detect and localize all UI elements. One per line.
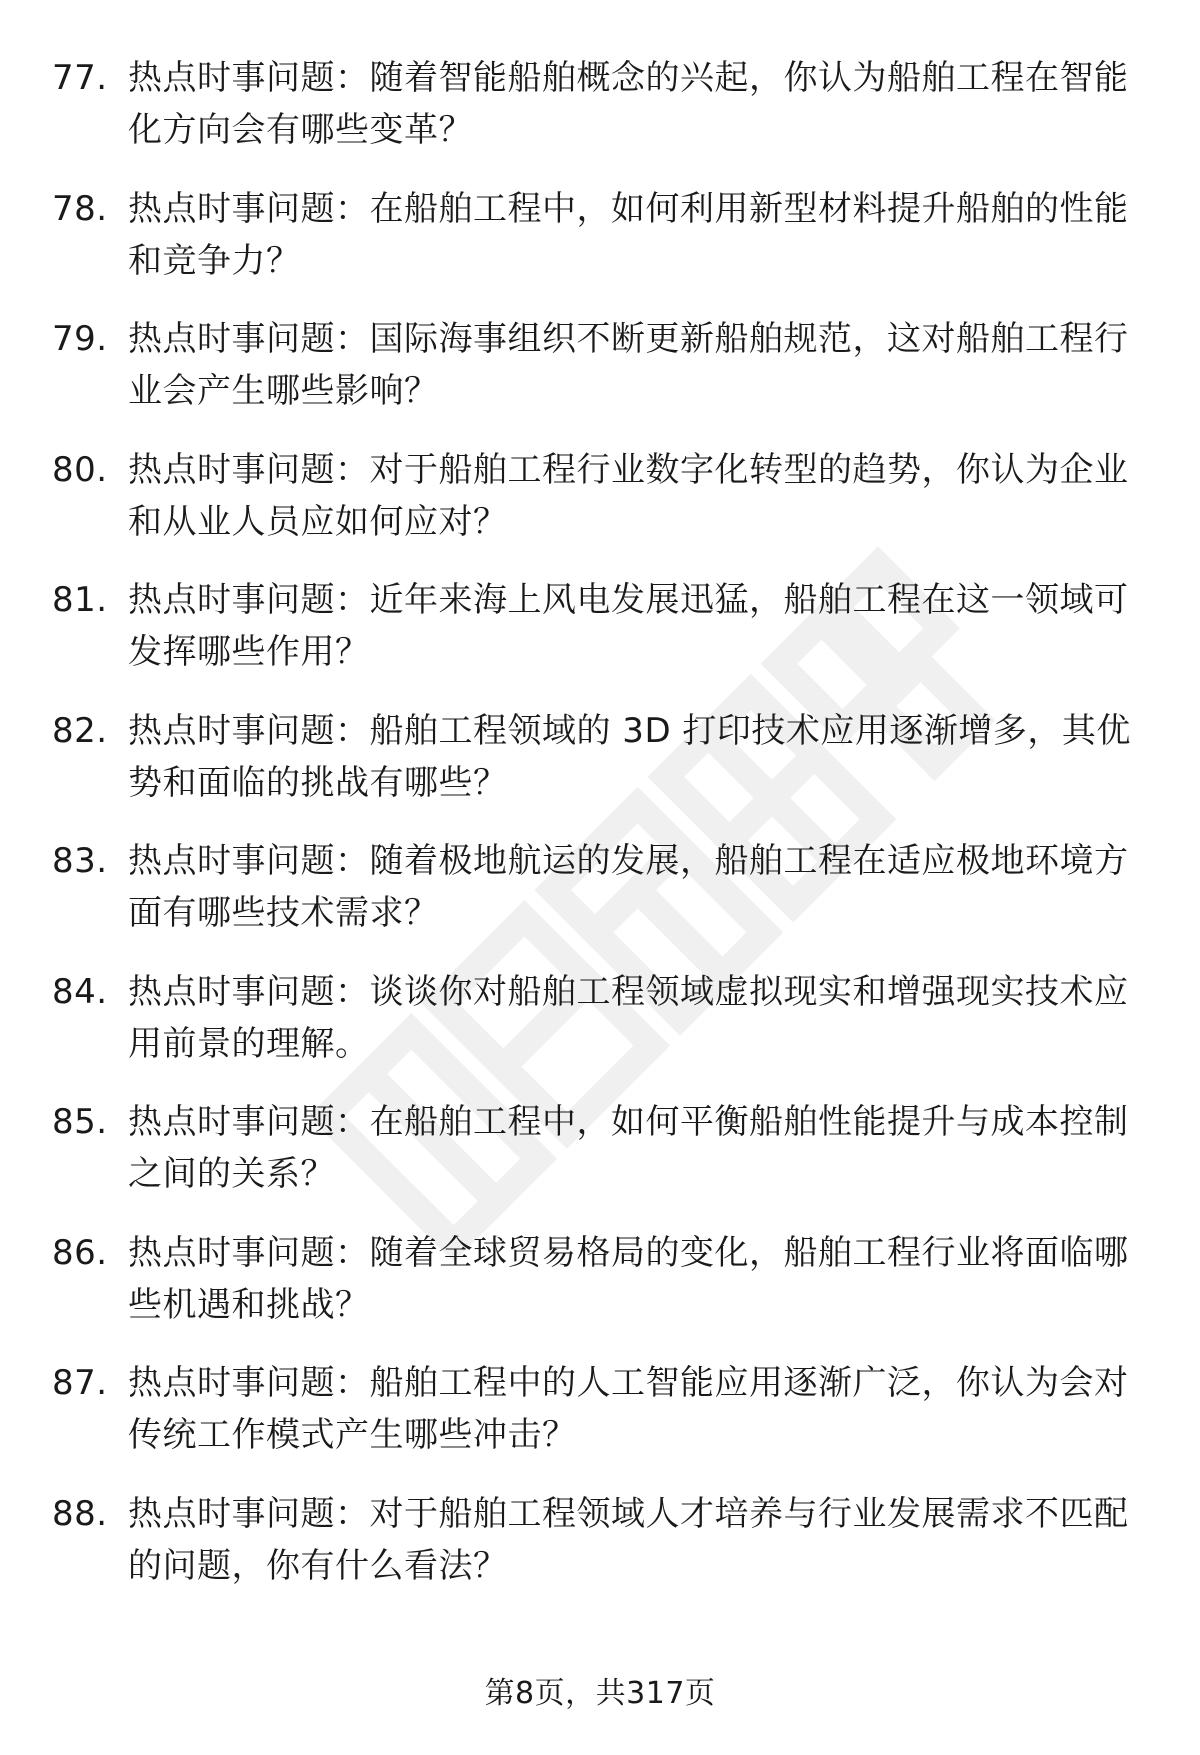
question-text: 热点时事问题：随着全球贸易格局的变化，船舶工程行业将面临哪些机遇和挑战？ <box>128 1232 1129 1325</box>
list-item <box>0 835 1200 966</box>
question-number: 78. <box>52 188 108 229</box>
list-item <box>0 1357 1200 1488</box>
question-number: 82. <box>52 710 108 751</box>
question-text: 热点时事问题：在船舶工程中，如何利用新型材料提升船舶的性能和竞争力？ <box>128 188 1129 281</box>
question-number: 85. <box>52 1102 108 1142</box>
question-number: 77. <box>52 58 108 98</box>
list-item <box>0 444 1200 575</box>
question-number: 79. <box>52 319 108 359</box>
list-item <box>0 313 1200 444</box>
list-item <box>0 183 1200 314</box>
page-footer: 第8页，共317页 <box>484 1676 716 1711</box>
list-item <box>0 1227 1200 1358</box>
question-text: 热点时事问题：对于船舶工程行业数字化转型的趋势，你认为企业和从业人员应如何应对？ <box>128 449 1129 542</box>
question-text: 热点时事问题：船舶工程中的人工智能应用逐渐广泛，你认为会对传统工作模式产生哪些冲击？ <box>128 1363 1129 1455</box>
question-text: 热点时事问题：近年来海上风电发展迅猛，船舶工程在这一领域可发挥哪些作用？ <box>128 580 1129 672</box>
question-text: 热点时事问题：船舶工程领域的 3D 打印技术应用逐渐增多，其优势和面临的挑战有哪些？ <box>128 710 1131 803</box>
question-number: 87. <box>52 1363 108 1403</box>
question-text: 热点时事问题：随着智能船舶概念的兴起，你认为船舶工程在智能化方向会有哪些变革？ <box>128 58 1129 150</box>
question-text: 热点时事问题：谈谈你对船舶工程领域虚拟现实和增强现实技术应用前景的理解。 <box>128 971 1129 1064</box>
question-list <box>0 52 1200 1618</box>
question-number: 83. <box>52 841 108 881</box>
list-item <box>0 705 1200 836</box>
list-item <box>0 1096 1200 1227</box>
list-item <box>0 966 1200 1097</box>
question-number: 81. <box>52 580 108 620</box>
list-item <box>0 574 1200 705</box>
question-text: 热点时事问题：对于船舶工程领域人才培养与行业发展需求不匹配的问题，你有什么看法？ <box>128 1493 1129 1586</box>
question-number: 88. <box>52 1493 108 1534</box>
question-text: 热点时事问题：随着极地航运的发展，船舶工程在适应极地环境方面有哪些技术需求？ <box>128 841 1129 933</box>
question-text: 热点时事问题：国际海事组织不断更新船舶规范，这对船舶工程行业会产生哪些影响？ <box>128 319 1129 411</box>
question-number: 84. <box>52 971 108 1012</box>
question-text: 热点时事问题：在船舶工程中，如何平衡船舶性能提升与成本控制之间的关系？ <box>128 1102 1129 1194</box>
question-number: 80. <box>52 449 108 490</box>
question-number: 86. <box>52 1232 108 1273</box>
list-item <box>0 1488 1200 1619</box>
list-item <box>0 52 1200 183</box>
